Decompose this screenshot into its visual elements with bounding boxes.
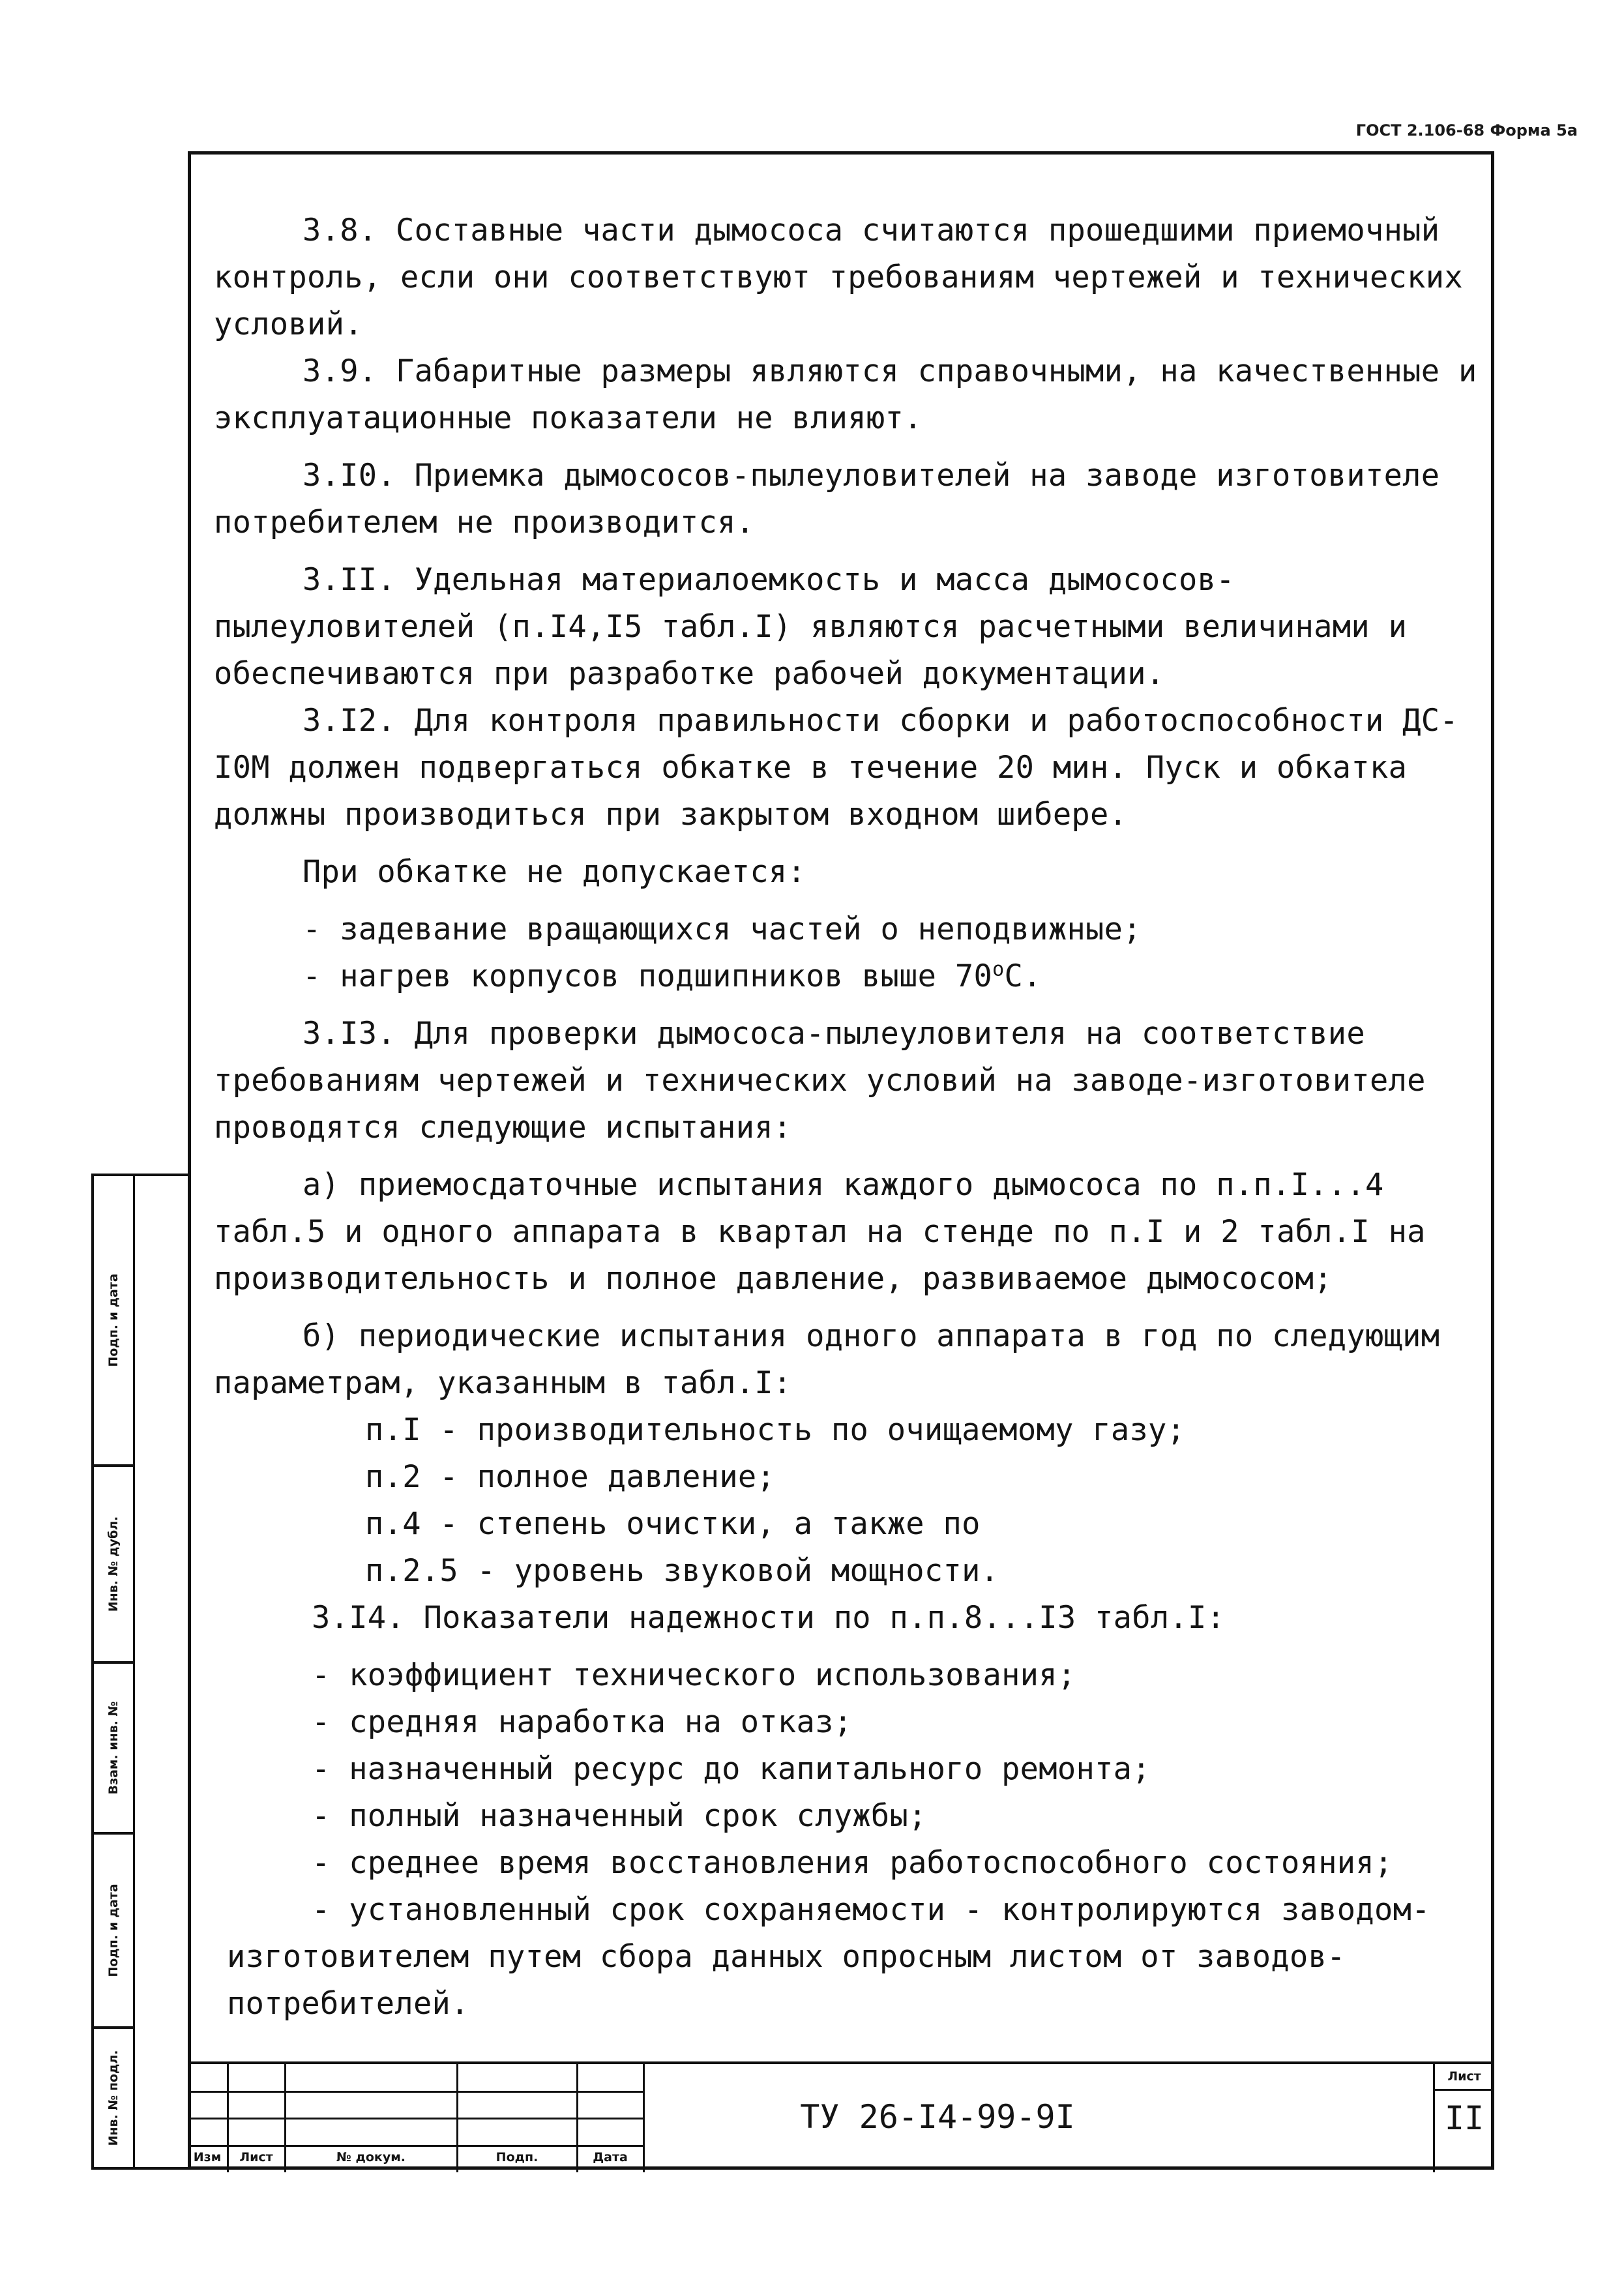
reliability-item: - среднее время восстановления работоспособного состояния; (312, 1845, 1393, 1881)
clause-3-9: 3.9. Габаритные размеры являются справочными, на качественные и эксплуатационные показатели не влияют. (214, 353, 1477, 436)
side-strip-divider (133, 1176, 135, 2167)
title-block (188, 2061, 1494, 2172)
run-in-item: - задевание вращающихся частей о неподвижные; (303, 911, 1142, 947)
document-designation: ТУ 26-I4-99-9I (800, 2098, 1075, 2136)
side-label: Подп. и дата (106, 1883, 121, 1977)
side-strip (91, 1174, 188, 2170)
stamp-row-line (188, 2118, 644, 2119)
run-in-intro: При обкатке не допускается: (303, 854, 806, 890)
document-body (214, 207, 1492, 2028)
column-label-signature: Подп. (495, 2150, 539, 2164)
sheet-number: II (1444, 2099, 1484, 2137)
reliability-item: - средняя наработка на отказ; (312, 1704, 853, 1740)
column-label-date: Дата (593, 2150, 628, 2164)
sheet-label: Лист (1447, 2069, 1481, 2084)
reliability-item: - назначенный ресурс до капитального ремонта; (312, 1751, 1151, 1787)
clause-3-13-b: б) периодические испытания одного аппарата в год по следующим параметрам, указанным в табл.I: (214, 1318, 1440, 1401)
clause-3-13-a: а) приемосдаточные испытания каждого дымососа по п.п.I...4 табл.5 и одного аппарата в квартал на стенде по п.I и 2 табл.I на производительность и полное давление, развиваемое дымососом; (214, 1167, 1426, 1297)
column-label-doc-number: № докум. (336, 2150, 406, 2164)
stamp-row-line (188, 2091, 644, 2093)
side-cell-duplicate-inv (94, 1467, 133, 1664)
clause-3-10: 3.I0. Приемка дымососов-пылеуловителей на заводе изготовителе потребителем не производится. (214, 458, 1440, 540)
clause-3-8: 3.8. Составные части дымососа считаются прошедшими приемочный контроль, если они соответствуют требованиям чертежей и технических условий. (214, 213, 1463, 342)
side-cell-replace-inv (94, 1664, 133, 1835)
side-cell-original-inv (94, 2029, 133, 2167)
reliability-item-last: - установленный срок сохраняемости - контролируются заводом-изготовителем путем сбора данных опросным листом от заводов-потребителей. (227, 1892, 1430, 2022)
run-in-item-text: - нагрев корпусов подшипников выше 70 (303, 958, 993, 994)
column-label-change: Изм (193, 2150, 222, 2164)
clause-3-11: 3.II. Удельная материалоемкость и масса дымососов-пылеуловителей (п.I4,I5 табл.I) являются расчетными величинами и обеспечиваются при разработке рабочей документации. (214, 562, 1408, 692)
reliability-item: - полный назначенный срок службы; (312, 1798, 927, 1834)
side-label: Инв. № подл. (106, 2050, 121, 2146)
side-cell-signature-date-2 (94, 1835, 133, 2029)
param-item: п.I - производительность по очищаемому газу; (365, 1412, 1186, 1448)
side-label: Подп. и дата (106, 1273, 121, 1367)
clause-3-13: 3.I3. Для проверки дымососа-пылеуловителя на соответствие требованиям чертежей и технических условий на заводе-изготовителе проводятся следующие испытания: (214, 1016, 1426, 1145)
run-in-item-unit: С. (1004, 958, 1042, 994)
clause-3-14: 3.I4. Показатели надежности по п.п.8...I3 табл.I: (312, 1600, 1226, 1636)
reliability-item: - коэффициент технического использования; (312, 1657, 1076, 1693)
param-item: п.4 - степень очистки, а также по (365, 1506, 981, 1542)
degree-sign: о (992, 958, 1005, 981)
side-label: Инв. № дубл. (106, 1516, 121, 1612)
side-cell-signature-date-1 (94, 1176, 133, 1467)
param-item: п.2.5 - уровень звуковой мощности. (365, 1553, 999, 1589)
column-label-sheet: Лист (239, 2150, 273, 2164)
clause-3-12: 3.I2. Для контроля правильности сборки и работоспособности ДС-I0М должен подвергаться обкатке в течение 20 мин. Пуск и обкатка должны производиться при закрытом входном шибере. (214, 703, 1458, 833)
form-code: ГОСТ 2.106-68 Форма 5а (1355, 121, 1578, 140)
side-label: Взам. инв. № (106, 1701, 121, 1795)
param-item: п.2 - полное давление; (365, 1459, 776, 1495)
run-in-item (214, 953, 1492, 1000)
